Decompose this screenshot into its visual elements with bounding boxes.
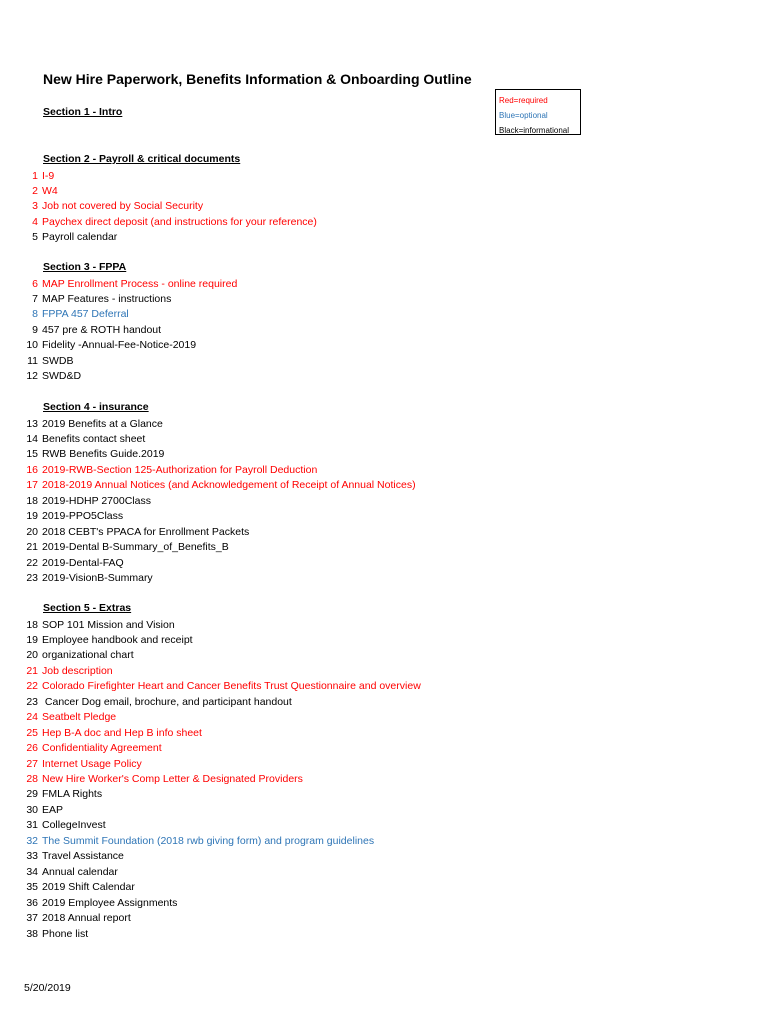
item-text: 2019-RWB-Section 125-Authorization for Payroll Deduction — [42, 463, 318, 476]
list-item — [0, 478, 416, 493]
item-number: 27 — [26, 757, 38, 770]
item-text: Seatbelt Pledge — [42, 711, 117, 724]
item-text: The Summit Foundation (2018 rwb giving form) and program guidelines — [42, 834, 375, 847]
item-text: I-9 — [42, 169, 55, 182]
item-number: 32 — [26, 834, 38, 847]
item-number: 17 — [26, 479, 38, 492]
list-item — [0, 184, 58, 199]
item-text: organizational chart — [42, 649, 134, 662]
item-text: Hep B-A doc and Hep B info sheet — [42, 726, 202, 739]
item-number: 24 — [26, 711, 38, 724]
list-item — [0, 803, 63, 818]
list-item — [0, 323, 161, 338]
list-item — [0, 447, 164, 462]
legend-informational: Black=informational — [499, 126, 570, 135]
item-text: EAP — [42, 803, 64, 816]
item-text: Paychex direct deposit (and instructions for your reference) — [42, 215, 317, 228]
item-text: Phone list — [42, 927, 89, 940]
list-item — [0, 911, 131, 926]
list-item — [0, 741, 162, 756]
footer-date: 5/20/2019 — [24, 982, 71, 994]
list-item — [0, 369, 81, 384]
section-heading: Section 5 - Extras — [43, 602, 132, 614]
item-number: 19 — [26, 510, 38, 523]
section-heading: Section 1 - Intro — [43, 106, 123, 118]
item-number: 10 — [26, 339, 38, 352]
item-number: 9 — [32, 323, 38, 336]
list-item — [0, 834, 374, 849]
item-text: Internet Usage Policy — [42, 757, 142, 770]
item-number: 23 — [26, 572, 38, 584]
item-text: 2019-Dental B-Summary_of_Benefits_B — [42, 541, 229, 554]
item-number: 31 — [26, 819, 38, 832]
item-text: FMLA Rights — [42, 788, 103, 801]
item-text: 2019-HDHP 2700Class — [42, 494, 151, 507]
item-number: 29 — [26, 788, 38, 801]
item-text: 457 pre & ROTH handout — [42, 323, 162, 336]
list-item — [0, 169, 54, 184]
list-item — [0, 540, 229, 555]
section-heading: Section 2 - Payroll & critical documents — [43, 153, 241, 165]
item-text: MAP Enrollment Process - online required — [42, 277, 238, 290]
list-item — [0, 664, 113, 679]
item-number: 14 — [26, 432, 38, 445]
list-item — [0, 215, 317, 230]
item-text: 2019 Benefits at a Glance — [42, 417, 163, 430]
item-number: 22 — [26, 680, 38, 693]
item-text: New Hire Worker's Comp Letter & Designated Providers — [42, 773, 303, 785]
item-number: 23 — [26, 695, 38, 708]
list-item — [0, 880, 135, 895]
item-number: 22 — [26, 556, 38, 569]
item-text: Confidentiality Agreement — [42, 742, 162, 755]
item-number: 1 — [32, 169, 38, 182]
item-text: Job not covered by Social Security — [42, 200, 204, 213]
item-text: W4 — [42, 184, 58, 197]
item-text: 2018 Annual report — [42, 912, 131, 925]
list-item — [0, 354, 74, 369]
list-item — [0, 556, 124, 571]
item-number: 8 — [32, 308, 38, 321]
section-heading: Section 4 - insurance — [43, 401, 149, 413]
item-number: 13 — [26, 417, 38, 430]
item-number: 35 — [26, 881, 38, 894]
item-number: 6 — [32, 277, 38, 290]
item-text: MAP Features - instructions — [42, 292, 172, 305]
item-text: 2018 CEBT's PPACA for Enrollment Packets — [42, 525, 250, 538]
item-text: Job description — [42, 664, 113, 677]
list-item — [0, 307, 129, 322]
list-item — [0, 292, 171, 307]
item-text: RWB Benefits Guide.2019 — [42, 448, 165, 461]
item-text: FPPA 457 Deferral — [42, 308, 129, 321]
list-item — [0, 695, 292, 710]
item-number: 36 — [26, 896, 38, 909]
legend-optional: Blue=optional — [499, 111, 548, 120]
list-item — [0, 849, 124, 864]
item-number: 20 — [26, 525, 38, 538]
item-number: 16 — [26, 463, 38, 476]
list-item — [0, 618, 175, 633]
list-item — [0, 633, 193, 648]
item-number: 5 — [32, 231, 38, 244]
item-number: 21 — [26, 664, 38, 677]
item-text: 2019-VisionB-Summary — [42, 572, 153, 584]
list-item — [0, 710, 116, 725]
list-item — [0, 818, 106, 833]
list-item — [0, 338, 196, 353]
list-item — [0, 648, 134, 663]
list-item — [0, 230, 117, 245]
list-item — [0, 787, 102, 802]
item-number: 38 — [26, 927, 38, 940]
item-text: CollegeInvest — [42, 819, 106, 832]
item-number: 26 — [26, 742, 38, 755]
item-number: 19 — [26, 633, 38, 646]
item-text: 2018-2019 Annual Notices (and Acknowledgement of Receipt of Annual Notices) — [42, 479, 416, 492]
list-item — [0, 772, 303, 787]
item-number: 12 — [26, 370, 38, 383]
list-item — [0, 417, 163, 432]
legend-required: Red=required — [499, 96, 548, 105]
item-text: Benefits contact sheet — [42, 432, 146, 445]
item-text: Colorado Firefighter Heart and Cancer Benefits Trust Questionnaire and overview — [42, 680, 421, 693]
list-item — [0, 896, 177, 911]
list-item — [0, 726, 202, 741]
item-number: 7 — [32, 292, 38, 305]
item-text: 2019 Shift Calendar — [42, 881, 135, 894]
list-item — [0, 277, 237, 292]
item-number: 21 — [26, 541, 38, 554]
list-item — [0, 757, 142, 772]
item-number: 4 — [32, 215, 38, 228]
item-number: 11 — [27, 354, 38, 367]
item-number: 30 — [26, 803, 38, 816]
item-number: 15 — [26, 448, 38, 461]
color-legend — [495, 89, 581, 135]
item-number: 2 — [32, 184, 38, 197]
item-text: SWD&D — [42, 370, 82, 383]
item-text: Annual calendar — [42, 865, 118, 878]
list-item — [0, 865, 118, 880]
item-text: 2019 Employee Assignments — [42, 896, 178, 909]
list-item — [0, 463, 317, 478]
item-number: 28 — [26, 773, 38, 785]
list-item — [0, 494, 151, 509]
item-text: Cancer Dog email, brochure, and participant handout — [42, 695, 292, 708]
item-text: Payroll calendar — [42, 231, 118, 244]
item-number: 37 — [26, 912, 38, 925]
item-text: SWDB — [42, 354, 74, 367]
item-number: 18 — [26, 494, 38, 507]
item-number: 34 — [26, 865, 38, 878]
item-number: 18 — [26, 618, 38, 631]
section-heading: Section 3 - FPPA — [43, 261, 127, 273]
item-text: 2019-Dental-FAQ — [42, 556, 124, 569]
list-item — [0, 927, 88, 942]
item-text: Employee handbook and receipt — [42, 633, 193, 646]
document-title: New Hire Paperwork, Benefits Information & Onboarding Outline — [43, 71, 472, 87]
list-item — [0, 679, 421, 694]
item-number: 33 — [26, 850, 38, 863]
item-text: 2019-PPO5Class — [42, 510, 124, 523]
list-item — [0, 525, 249, 540]
item-number: 25 — [26, 726, 38, 739]
list-item — [0, 571, 153, 586]
item-text: Fidelity -Annual-Fee-Notice-2019 — [42, 339, 197, 352]
list-item — [0, 432, 145, 447]
item-number: 3 — [32, 200, 38, 213]
item-number: 20 — [26, 649, 38, 662]
item-text: Travel Assistance — [42, 850, 124, 863]
list-item — [0, 509, 123, 524]
item-text: SOP 101 Mission and Vision — [42, 618, 175, 631]
list-item — [0, 199, 203, 214]
